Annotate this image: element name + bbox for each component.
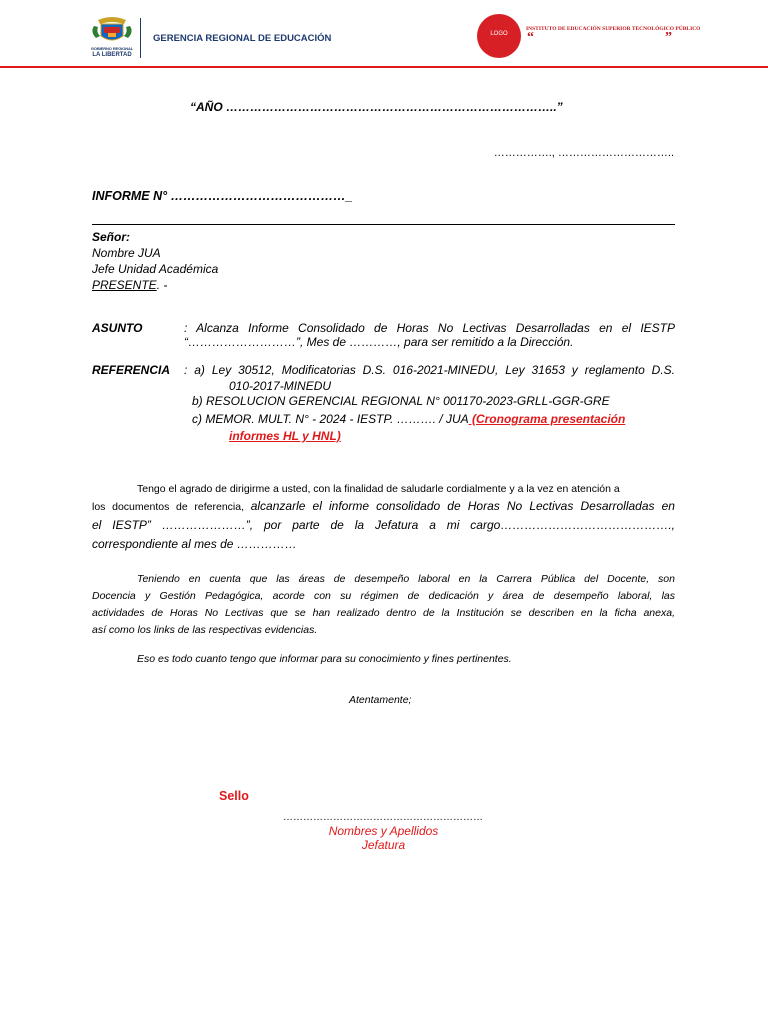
informe-number [92, 189, 353, 203]
presente: PRESENTE [92, 278, 157, 292]
asunto-line1: : Alcanza Informe Consolidado de Horas No Lectivas Desarrolladas en el IESTP [184, 321, 675, 335]
referencia-a-line1: : a) Ley 30512, Modificatorias D.S. 016-2021-MINEDU, Ley 31653 y reglamento D.S. [184, 363, 675, 377]
crest-org-line1: GOBIERNO REGIONAL [90, 46, 134, 51]
signature-dots: …………………………………………………… [283, 812, 483, 823]
informe-rule [92, 224, 675, 225]
recipient-block [92, 229, 218, 293]
date-line: ……………., ………………………….. [493, 147, 674, 159]
header-divider [140, 18, 141, 58]
logo-label: LOGO [490, 31, 508, 37]
body-p3: Eso es todo cuanto tengo que informar para su conocimiento y fines pertinentes. [137, 653, 512, 665]
body-p1-line2 [92, 499, 675, 513]
referencia-a-line2: 010-2017-MINEDU [229, 379, 332, 393]
presente-suffix: . - [156, 278, 168, 292]
regional-crest-logo [88, 16, 136, 62]
referencia-b: b) RESOLUCION GERENCIAL REGIONAL N° 001170-2023-GRLL-GGR-GRE [192, 394, 610, 408]
sello-label: Sello [219, 789, 249, 803]
closing: Atentamente; [349, 694, 412, 706]
body-p2-line2: Docencia y Gestión Pedagógica, acorde con su régimen de dedicación y área de desempeño laboral, las [92, 590, 675, 602]
body-p1-line3: el IESTP” …………………”, por parte de la Jefatura a mi cargo……………………………………., [92, 518, 675, 532]
body-p1-line1: Tengo el agrado de dirigirme a usted, con la finalidad de saludarle cordialmente y a la vez en atención a [137, 483, 620, 495]
referencia-c [192, 412, 625, 426]
body-p1-line2b: alcanzarle el informe consolidado de Horas No Lectivas Desarrolladas en [250, 499, 675, 513]
gerencia-title: GERENCIA REGIONAL DE EDUCACIÓN [153, 33, 332, 44]
referencia-c-red: (Cronograma presentación [468, 412, 626, 426]
institute-name: INSTITUTO DE EDUCACIÓN SUPERIOR TECNOLÓGICO PÚBLICO [526, 26, 701, 32]
year-line: “AÑO ………………………………………………………………………..” [190, 100, 563, 114]
salutation: Señor: [92, 230, 131, 244]
body-p1-line4: correspondiente al mes de …………… [92, 537, 297, 551]
body-p2 [92, 571, 675, 639]
header-red-rule [0, 66, 768, 68]
informe-text: INFORME N° …………………………………… [92, 189, 346, 203]
referencia-label: REFERENCIA [92, 363, 171, 377]
body-p2-line4: así como los links de las respectivas evidencias. [92, 624, 318, 636]
asunto-line2: “………………………”, Mes de …………, para ser remitido a la Dirección. [184, 335, 574, 349]
recipient-name: Nombre JUA [92, 246, 161, 260]
open-quote: “ [527, 30, 534, 45]
informe-underscore: _ [345, 189, 353, 203]
referencia-c-red-line2: informes HL y HNL) [229, 429, 341, 443]
crest-org-line2: LA LIBERTAD [92, 52, 132, 58]
header [0, 0, 768, 68]
close-quote: ” [665, 30, 672, 45]
recipient-position: Jefe Unidad Académica [92, 262, 219, 276]
presente-line [92, 277, 218, 293]
body-p1-line2a: los documentos de referencia, [92, 501, 251, 513]
crest-shield-icon [88, 16, 136, 46]
body-p2-line1: Teniendo en cuenta que las áreas de desempeño laboral en la Carrera Pública del Docente, son [137, 573, 675, 585]
body-p2-line3: actividades de Horas No Lectivas que se han realizado dentro de la Institución se describen en la ficha anexa, [92, 607, 675, 619]
signer-title: Jefatura [361, 838, 406, 852]
referencia-c-text: c) MEMOR. MULT. N° - 2024 - IESTP. ………. / JUA [192, 412, 469, 426]
signer-name: Nombres y Apellidos [328, 824, 439, 838]
asunto-label: ASUNTO [92, 321, 143, 335]
